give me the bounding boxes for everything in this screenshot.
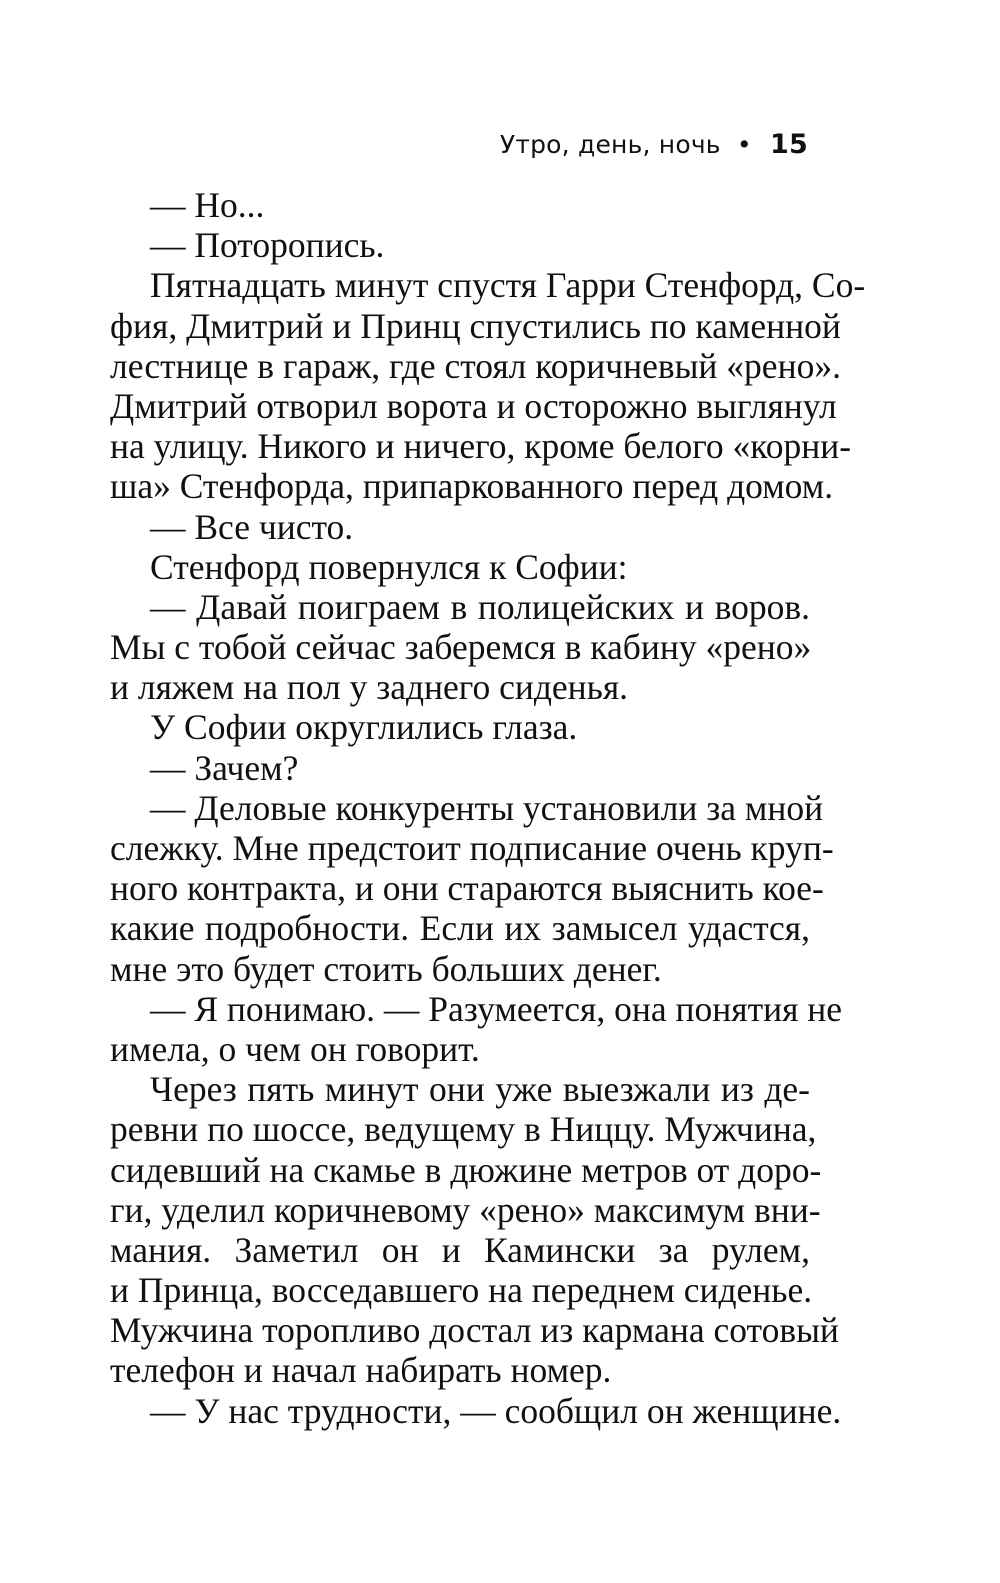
text-line: — Зачем? <box>150 747 299 788</box>
text-line: фия, Дмитрий и Принц спустились по каменной <box>110 305 841 346</box>
text-line: У Софии округлились глаза. <box>150 707 578 748</box>
text-line: и ляжем на пол у заднего сиденья. <box>110 667 629 708</box>
bullet-separator: • <box>736 130 752 159</box>
text-line: мания. Заметил он и Камински за рулем, <box>110 1229 810 1270</box>
body-text <box>110 185 866 1431</box>
text-line: — Все чисто. <box>150 506 354 547</box>
text-line: Пятнадцать минут спустя Гарри Стенфорд, Со- <box>150 265 866 306</box>
text-line: сидевший на скамье в дюжине метров от доро- <box>110 1149 822 1190</box>
running-head <box>500 128 808 162</box>
text-line: Мы с тобой сейчас заберемся в кабину «рено» <box>110 627 812 668</box>
text-line: слежку. Мне предстоит подписание очень круп- <box>110 828 834 868</box>
book-title: Утро, день, ночь <box>499 130 721 159</box>
text-line: Дмитрий отворил ворота и осторожно выглянул <box>110 385 837 426</box>
text-line: ревни по шоссе, ведущему в Ниццу. Мужчина, <box>110 1109 817 1150</box>
text-line: ги, уделил коричневому «рено» максимум вни- <box>110 1189 821 1230</box>
text-line: — Я понимаю. — Разумеется, она понятия не <box>150 988 843 1029</box>
text-line: и Принца, восседавшего на переднем сиденье. <box>110 1270 813 1311</box>
text-line: мне это будет стоить больших денег. <box>110 948 662 989</box>
text-line: имела, о чем он говорит. <box>110 1028 480 1069</box>
text-line: — Деловые конкуренты установили за мной <box>150 787 824 828</box>
text-line: какие подробности. Если их замысел удастся, <box>110 908 810 949</box>
text-line: ша» Стенфорда, припаркованного перед домом. <box>110 466 834 507</box>
text-line: телефон и начал набирать номер. <box>110 1350 612 1391</box>
text-line: — Давай поиграем в полицейских и воров. <box>150 586 810 627</box>
text-line: Мужчина торопливо достал из кармана сотовый <box>110 1310 839 1351</box>
text-line: на улицу. Никого и ничего, кроме белого «корни- <box>110 426 852 467</box>
text-line: — Но... <box>150 185 265 225</box>
text-line: Через пять минут они уже выезжали из де- <box>150 1069 810 1110</box>
text-line: ного контракта, и они стараются выяснить кое- <box>110 868 824 909</box>
text-line: — У нас трудности, — сообщил он женщине. <box>150 1390 842 1431</box>
text-line: Стенфорд повернулся к Софии: <box>150 546 628 587</box>
text-line: — Поторопись. <box>150 225 385 266</box>
page-number: 15 <box>770 129 808 160</box>
text-line: лестнице в гараж, где стоял коричневый «рено». <box>110 345 841 386</box>
